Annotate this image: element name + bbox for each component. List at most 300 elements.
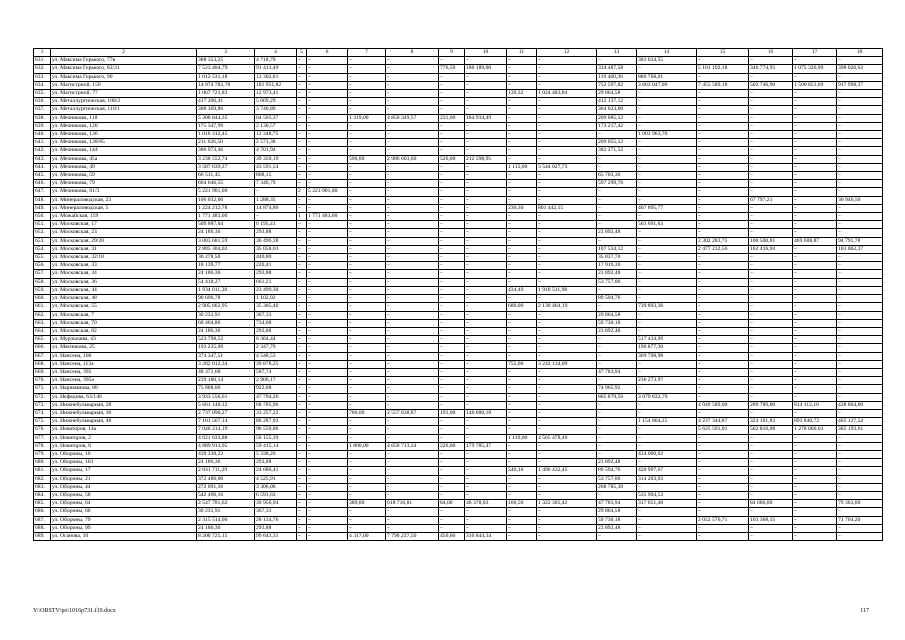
table-cell: – xyxy=(307,516,348,524)
table-cell: 268 785,30 xyxy=(597,483,637,491)
table-cell: 641. xyxy=(34,139,51,147)
table-cell: 7 790 237,50 xyxy=(386,532,439,540)
table-cell: – xyxy=(597,401,637,409)
table-cell: – xyxy=(793,221,837,229)
table-cell: – xyxy=(749,450,793,458)
table-cell: ул. Обороны, 79 xyxy=(51,516,197,524)
table-cell: 99 643,31 xyxy=(255,532,297,540)
table-cell: – xyxy=(837,483,883,491)
table-cell: 103 062,37 xyxy=(837,245,883,253)
table-cell: 106 032,06 xyxy=(197,196,255,204)
table-cell: – xyxy=(697,139,749,147)
table-cell: 239 180,14 xyxy=(197,377,255,385)
table-cell: – xyxy=(307,311,348,319)
table-cell: 1 319,00 xyxy=(348,114,386,122)
table-cell: – xyxy=(837,385,883,393)
table-cell: – xyxy=(297,172,307,180)
table-cell: – xyxy=(439,360,465,368)
table-cell: – xyxy=(697,180,749,188)
table-cell: – xyxy=(297,311,307,319)
table-cell: – xyxy=(837,442,883,450)
table-cell: – xyxy=(297,278,307,286)
table-cell: 367,33 xyxy=(255,508,297,516)
table-cell: – xyxy=(348,180,386,188)
table-cell: 2 347,79 xyxy=(255,344,297,352)
table-cell: – xyxy=(537,385,597,393)
table-cell: 680,00 xyxy=(507,303,537,311)
table-cell: – xyxy=(348,196,386,204)
table-row xyxy=(34,131,883,139)
table-cell: 1 xyxy=(34,49,51,57)
table-cell: – xyxy=(465,401,507,409)
table-row xyxy=(34,237,883,245)
table-cell: 502 746,90 xyxy=(749,81,793,89)
table-cell: – xyxy=(439,180,465,188)
table-cell: – xyxy=(793,475,837,483)
table-cell: 10 xyxy=(465,49,507,57)
table-cell: 654. xyxy=(34,245,51,253)
table-cell: – xyxy=(793,254,837,262)
table-cell: – xyxy=(307,196,348,204)
table-cell: – xyxy=(307,442,348,450)
table-cell: – xyxy=(637,188,697,196)
table-cell: – xyxy=(793,524,837,532)
table-cell: – xyxy=(439,278,465,286)
table-cell: – xyxy=(307,491,348,499)
table-cell: 679. xyxy=(34,450,51,458)
table-cell: ул. Мечникова, 120 xyxy=(51,122,197,130)
table-cell: 382 271,52 xyxy=(597,147,637,155)
table-cell: 24 686,41 xyxy=(255,467,297,475)
table-cell: – xyxy=(386,278,439,286)
table-cell: – xyxy=(465,377,507,385)
table-cell: – xyxy=(465,229,507,237)
table-cell: – xyxy=(348,163,386,171)
table-cell: – xyxy=(307,180,348,188)
table-cell: – xyxy=(307,278,348,286)
table-cell: 647. xyxy=(34,188,51,196)
table-cell: – xyxy=(749,147,793,155)
table-cell: – xyxy=(837,344,883,352)
table-cell: ул. Московская, 44 xyxy=(51,286,197,294)
table-cell: 667. xyxy=(34,352,51,360)
table-cell: – xyxy=(307,81,348,89)
table-cell: 660. xyxy=(34,295,51,303)
table-cell: – xyxy=(348,352,386,360)
table-cell: ул. Московская, 7 xyxy=(51,311,197,319)
table-cell: – xyxy=(348,65,386,73)
table-cell: – xyxy=(297,286,307,294)
table-cell: – xyxy=(465,295,507,303)
table-cell: – xyxy=(749,229,793,237)
table-cell: 684. xyxy=(34,491,51,499)
table-cell: – xyxy=(597,450,637,458)
table-cell: – xyxy=(465,131,507,139)
table-cell: – xyxy=(307,221,348,229)
table-row xyxy=(34,213,883,221)
table-cell: – xyxy=(465,450,507,458)
table-cell: – xyxy=(465,360,507,368)
table-cell: 64 505,37 xyxy=(255,114,297,122)
table-cell: – xyxy=(749,180,793,188)
table-cell: – xyxy=(307,409,348,417)
table-cell: – xyxy=(386,188,439,196)
table-cell: – xyxy=(465,139,507,147)
table-cell: – xyxy=(749,122,793,130)
table-cell: – xyxy=(507,262,537,270)
table-cell: 640. xyxy=(34,131,51,139)
table-cell: 236,30 xyxy=(507,204,537,212)
table-cell: – xyxy=(537,401,597,409)
table-cell: 405 127,54 xyxy=(837,418,883,426)
table-cell: – xyxy=(637,426,697,434)
table-cell: – xyxy=(297,319,307,327)
table-cell: 546,16 xyxy=(507,467,537,475)
table-cell: – xyxy=(348,262,386,270)
table-cell: – xyxy=(439,139,465,147)
table-cell: – xyxy=(537,131,597,139)
table-cell: 36 496,38 xyxy=(255,237,297,245)
table-cell: 5 069,29 xyxy=(255,98,297,106)
table-cell: – xyxy=(637,532,697,540)
table-cell: – xyxy=(297,204,307,212)
table-cell: – xyxy=(307,360,348,368)
table-cell: – xyxy=(307,286,348,294)
table-cell: – xyxy=(307,500,348,508)
table-cell: – xyxy=(837,278,883,286)
table-cell: – xyxy=(837,508,883,516)
table-cell: 60 464,86 xyxy=(197,319,255,327)
table-cell: – xyxy=(307,204,348,212)
table-cell: – xyxy=(837,368,883,376)
table-cell: – xyxy=(749,434,793,442)
table-cell: – xyxy=(507,442,537,450)
table-cell: 5 101 192,18 xyxy=(697,65,749,73)
table-cell: – xyxy=(297,491,307,499)
table-row xyxy=(34,327,883,335)
table-cell: 212 598,95 xyxy=(465,155,507,163)
table-cell: 1 003 963,70 xyxy=(637,131,697,139)
table-cell: 30 956,94 xyxy=(255,500,297,508)
table-cell: – xyxy=(537,442,597,450)
table-cell: 5 221 901,00 xyxy=(307,188,348,196)
table-row xyxy=(34,401,883,409)
table-cell: – xyxy=(465,286,507,294)
table-cell: – xyxy=(439,213,465,221)
table-row xyxy=(34,229,883,237)
table-cell: – xyxy=(507,418,537,426)
table-cell: 1 024 483,84 xyxy=(537,90,597,98)
table-cell: – xyxy=(297,254,307,262)
table-cell: – xyxy=(348,254,386,262)
table-cell: 310 844,34 xyxy=(465,532,507,540)
table-cell: – xyxy=(537,352,597,360)
table-cell: – xyxy=(439,163,465,171)
table-cell: – xyxy=(307,139,348,147)
table-cell: 649. xyxy=(34,204,51,212)
table-cell: – xyxy=(348,73,386,81)
table-cell: – xyxy=(507,475,537,483)
table-cell: – xyxy=(793,114,837,122)
table-cell: – xyxy=(307,106,348,114)
table-cell: – xyxy=(749,508,793,516)
table-cell: – xyxy=(537,213,597,221)
table-cell: – xyxy=(439,368,465,376)
table-cell: 3 663 047,00 xyxy=(637,81,697,89)
table-cell: – xyxy=(348,237,386,245)
table-cell: – xyxy=(537,426,597,434)
table-cell: 67 797,21 xyxy=(749,196,793,204)
table-row xyxy=(34,262,883,270)
table-cell: – xyxy=(637,483,697,491)
table-cell: – xyxy=(307,172,348,180)
table-cell: ул. Мечникова, 136 xyxy=(51,131,197,139)
table-cell: ул. Мечникова, 59 xyxy=(51,172,197,180)
table-cell: 663. xyxy=(34,319,51,327)
table-cell: – xyxy=(348,106,386,114)
table-cell: 5 661 140,12 xyxy=(197,401,255,409)
table-cell: – xyxy=(697,450,749,458)
table-cell: – xyxy=(597,196,637,204)
table-cell: – xyxy=(465,418,507,426)
table-cell: – xyxy=(307,532,348,540)
table-cell: – xyxy=(537,229,597,237)
table-cell: 776,50 xyxy=(439,65,465,73)
table-cell: – xyxy=(637,147,697,155)
table-cell: – xyxy=(697,147,749,155)
table-cell: – xyxy=(297,368,307,376)
table-cell: 814 112,16 xyxy=(793,401,837,409)
table-cell: – xyxy=(348,204,386,212)
table-row xyxy=(34,155,883,163)
table-cell: 893 840,72 xyxy=(793,418,837,426)
table-cell: 1 012 531,18 xyxy=(197,73,255,81)
table-cell: ул. Обороны, 44 xyxy=(51,483,197,491)
table-cell: – xyxy=(637,90,697,98)
table-cell: 24 186,36 xyxy=(197,459,255,467)
table-cell: – xyxy=(697,262,749,270)
table-cell: – xyxy=(749,270,793,278)
table-cell: – xyxy=(697,213,749,221)
table-cell: – xyxy=(697,459,749,467)
table-cell: – xyxy=(348,188,386,196)
table-cell: – xyxy=(348,278,386,286)
table-cell: – xyxy=(837,188,883,196)
table-cell: – xyxy=(837,319,883,327)
table-cell: – xyxy=(537,114,597,122)
table-cell: – xyxy=(507,254,537,262)
table-cell: – xyxy=(537,319,597,327)
table-cell: – xyxy=(465,467,507,475)
table-cell: – xyxy=(507,483,537,491)
table-cell: – xyxy=(697,393,749,401)
table-cell: ул. Московская, 33 xyxy=(51,262,197,270)
table-cell: 5 308 844,35 xyxy=(197,114,255,122)
table-cell: – xyxy=(465,483,507,491)
table-cell: 17 xyxy=(793,49,837,57)
table-cell: 23 892,48 xyxy=(597,459,637,467)
table-cell: – xyxy=(307,483,348,491)
table-cell: 107 534,12 xyxy=(597,245,637,253)
table-cell: – xyxy=(386,90,439,98)
table-cell: – xyxy=(793,295,837,303)
table-cell: – xyxy=(697,131,749,139)
table-cell: – xyxy=(465,524,507,532)
table-cell: – xyxy=(507,377,537,385)
table-cell: – xyxy=(507,295,537,303)
table-cell: 678. xyxy=(34,442,51,450)
table-cell: – xyxy=(386,237,439,245)
table-cell: – xyxy=(837,262,883,270)
table-cell: 14 xyxy=(637,49,697,57)
table-cell: – xyxy=(697,344,749,352)
page-number: 117 xyxy=(860,608,869,614)
table-cell: 35 305,40 xyxy=(255,303,297,311)
table-cell: 6 364,44 xyxy=(255,336,297,344)
table-cell: – xyxy=(307,245,348,253)
table-cell: ул. Московская, 17 xyxy=(51,221,197,229)
table-cell: 146 000,18 xyxy=(465,409,507,417)
table-cell: – xyxy=(793,155,837,163)
table-cell: ул. Мечникова, 118 xyxy=(51,114,197,122)
table-cell: 2 130,57 xyxy=(255,122,297,130)
table-cell: – xyxy=(507,139,537,147)
table-cell: – xyxy=(465,311,507,319)
table-cell: – xyxy=(597,344,637,352)
table-cell: 671. xyxy=(34,385,51,393)
table-cell: – xyxy=(697,90,749,98)
table-cell: – xyxy=(386,139,439,147)
table-cell: – xyxy=(597,352,637,360)
table-cell: – xyxy=(465,245,507,253)
table-cell: 4 548,53 xyxy=(255,352,297,360)
table-cell: – xyxy=(793,213,837,221)
table-cell: – xyxy=(386,204,439,212)
table-cell: – xyxy=(348,57,386,65)
table-cell: 3 242 134,09 xyxy=(537,360,597,368)
table-cell: – xyxy=(537,122,597,130)
table-cell: – xyxy=(697,483,749,491)
table-cell: – xyxy=(439,221,465,229)
table-cell: 84 686,00 xyxy=(749,500,793,508)
table-cell: 2 905 662,95 xyxy=(197,303,255,311)
table-cell: – xyxy=(507,368,537,376)
table-cell: 440,80 xyxy=(255,254,297,262)
table-cell: 14 874,86 xyxy=(255,204,297,212)
table-cell: 634. xyxy=(34,81,51,89)
table-cell: – xyxy=(793,73,837,81)
table-cell: – xyxy=(439,254,465,262)
table-cell: – xyxy=(507,57,537,65)
table-cell: 434,49 xyxy=(507,286,537,294)
table-cell: 672. xyxy=(34,393,51,401)
table-cell: 4 525,91 xyxy=(255,475,297,483)
table-cell: – xyxy=(637,278,697,286)
table-cell: – xyxy=(386,65,439,73)
table-cell: – xyxy=(537,524,597,532)
table-cell: – xyxy=(697,532,749,540)
table-cell: – xyxy=(348,491,386,499)
table-cell: – xyxy=(386,467,439,475)
table-cell: – xyxy=(749,475,793,483)
table-cell: – xyxy=(465,368,507,376)
table-cell: – xyxy=(793,106,837,114)
table-cell: – xyxy=(537,418,597,426)
table-cell: – xyxy=(749,360,793,368)
table-cell: – xyxy=(537,327,597,335)
table-row xyxy=(34,524,883,532)
table-cell: 39 350,19 xyxy=(255,155,297,163)
table-cell: – xyxy=(749,368,793,376)
table-cell: 675. xyxy=(34,418,51,426)
table-cell: 526,00 xyxy=(439,155,465,163)
table-cell: 84,00 xyxy=(439,500,465,508)
table-cell: – xyxy=(297,377,307,385)
table-row xyxy=(34,303,883,311)
table-row xyxy=(34,90,883,98)
table-cell: 23 499,30 xyxy=(255,286,297,294)
table-cell: – xyxy=(697,475,749,483)
table-cell: – xyxy=(697,57,749,65)
table-cell: – xyxy=(637,360,697,368)
table-cell: – xyxy=(837,360,883,368)
table-cell: ул. Оганова, 10 xyxy=(51,532,197,540)
table-cell: – xyxy=(537,483,597,491)
table-cell: 12 973,41 xyxy=(255,90,297,98)
table-cell: 59 730,18 xyxy=(597,516,637,524)
table-cell: – xyxy=(386,352,439,360)
table-cell: 17 919,36 xyxy=(597,262,637,270)
table-cell: 54 418,27 xyxy=(197,278,255,286)
table-cell: – xyxy=(386,270,439,278)
table-cell: – xyxy=(507,352,537,360)
table-cell: – xyxy=(793,139,837,147)
table-cell: 755,00 xyxy=(507,360,537,368)
table-cell: ул. Нижнебульварная, 48 xyxy=(51,418,197,426)
table-cell: – xyxy=(307,459,348,467)
table-cell: – xyxy=(697,295,749,303)
table-cell: – xyxy=(348,393,386,401)
table-cell: – xyxy=(837,270,883,278)
table-cell: – xyxy=(297,327,307,335)
table-cell: – xyxy=(465,98,507,106)
table-row xyxy=(34,196,883,204)
table-cell: 6 195,41 xyxy=(255,221,297,229)
table-cell: – xyxy=(537,270,597,278)
table-cell: – xyxy=(465,319,507,327)
table-cell: 36 946,50 xyxy=(837,196,883,204)
table-cell: 317 651,48 xyxy=(637,500,697,508)
table-cell: 30 231,91 xyxy=(197,311,255,319)
table-cell: – xyxy=(386,508,439,516)
table-cell: – xyxy=(793,172,837,180)
table-cell: – xyxy=(348,311,386,319)
table-cell: – xyxy=(297,360,307,368)
table-cell: – xyxy=(749,467,793,475)
table-cell: – xyxy=(697,221,749,229)
table-cell: 687. xyxy=(34,516,51,524)
table-cell: – xyxy=(386,491,439,499)
table-cell: – xyxy=(507,401,537,409)
table-cell: – xyxy=(793,352,837,360)
table-row xyxy=(34,344,883,352)
table-cell: 1 067 721,83 xyxy=(197,90,255,98)
table-cell: 682. xyxy=(34,475,51,483)
table-cell: 23 892,48 xyxy=(597,270,637,278)
table-cell: – xyxy=(439,327,465,335)
table-cell: – xyxy=(465,508,507,516)
table-cell: – xyxy=(837,221,883,229)
